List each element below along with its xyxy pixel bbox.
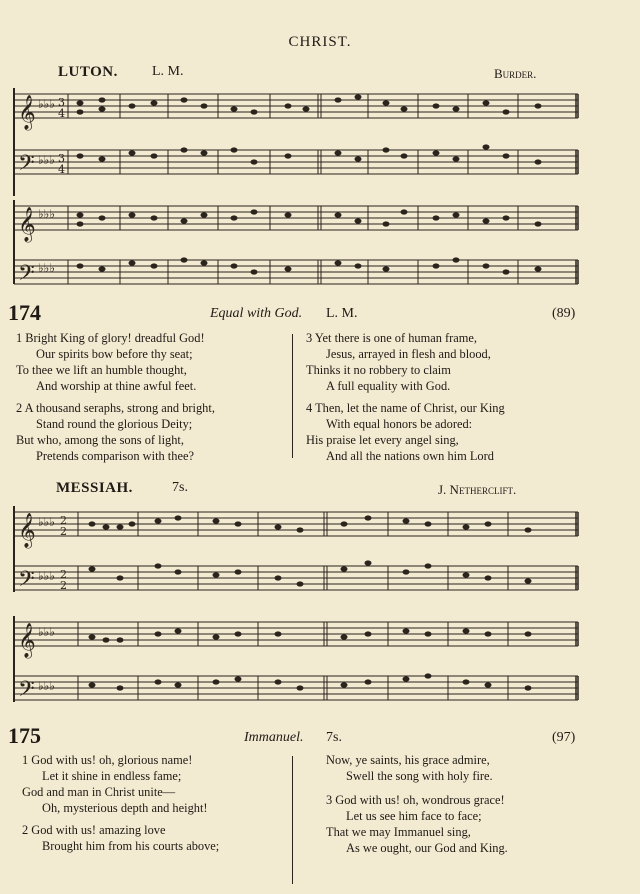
hymn175-verse-1 xyxy=(22,752,208,816)
running-head: CHRIST. xyxy=(288,34,352,50)
svg-text:𝄞: 𝄞 xyxy=(18,513,36,548)
verse-line: To thee we lift an humble thought, xyxy=(16,363,187,377)
hymn-title-174: Equal with God. xyxy=(210,306,303,321)
hymn-title-175: Immanuel. xyxy=(244,730,304,745)
music-score-luton xyxy=(8,84,582,294)
hymn175-verse-3 xyxy=(326,792,508,856)
hymn-ref-174: (89) xyxy=(552,306,576,321)
hymn175-verse-2-continued xyxy=(326,752,493,784)
hymn175-verse-2 xyxy=(22,822,219,854)
verse-line: Brought him from his courts above; xyxy=(42,839,220,853)
svg-text:♭♭♭: ♭♭♭ xyxy=(38,207,55,221)
svg-text:3: 3 xyxy=(58,152,65,165)
svg-text:♭♭♭: ♭♭♭ xyxy=(38,153,55,167)
hymn174-verse-3 xyxy=(306,330,491,394)
svg-text:3: 3 xyxy=(58,96,65,109)
svg-text:2: 2 xyxy=(60,579,67,592)
composer-burder: Burder. xyxy=(494,66,537,81)
hymn174-verse-1 xyxy=(16,330,205,394)
svg-text:2: 2 xyxy=(60,525,67,538)
svg-text:𝄢: 𝄢 xyxy=(18,677,35,707)
verse-line: 3 Yet there is one of human frame, xyxy=(306,331,478,345)
verse-line: Pretends comparison with thee? xyxy=(36,449,194,463)
verse-line: Oh, mysterious depth and height! xyxy=(42,801,208,815)
tune-name-messiah: MESSIAH. xyxy=(56,480,133,496)
svg-text:♭♭♭: ♭♭♭ xyxy=(38,569,55,583)
verse-line: But who, among the sons of light, xyxy=(16,433,184,447)
svg-text:𝄢: 𝄢 xyxy=(18,567,35,597)
svg-text:𝄞: 𝄞 xyxy=(18,623,36,658)
tune-meter-messiah: 7s. xyxy=(172,480,188,495)
svg-text:♭♭♭: ♭♭♭ xyxy=(38,97,55,111)
verse-line: A full equality with God. xyxy=(326,379,451,393)
tune-name-luton: LUTON. xyxy=(58,64,118,80)
verse-line: Swell the song with holy fire. xyxy=(346,769,493,783)
svg-text:𝄢: 𝄢 xyxy=(18,151,35,181)
verse-line: 1 Bright King of glory! dreadful God! xyxy=(16,331,205,345)
tune-meter-luton: L. M. xyxy=(152,64,184,79)
verse-line: 3 God with us! oh, wondrous grace! xyxy=(326,793,505,807)
verse-line: His praise let every angel sing, xyxy=(306,433,459,447)
verse-line: And all the nations own him Lord xyxy=(326,449,494,463)
verse-line: 2 God with us! amazing love xyxy=(22,823,166,837)
verse-line: That we may Immanuel sing, xyxy=(326,825,471,839)
hymn174-verse-4 xyxy=(306,400,505,464)
hymn174-verse-2 xyxy=(16,400,215,464)
verse-line: With equal honors be adored: xyxy=(326,417,473,431)
verse-line: Thinks it no robbery to claim xyxy=(306,363,451,377)
verse-line: Jesus, arrayed in flesh and blood, xyxy=(326,347,491,361)
composer-netherclift: J. Netherclift. xyxy=(438,482,517,497)
svg-text:4: 4 xyxy=(58,107,65,120)
svg-text:♭♭♭: ♭♭♭ xyxy=(38,261,55,275)
hymn-ref-175: (97) xyxy=(552,730,576,745)
svg-text:4: 4 xyxy=(58,163,65,176)
svg-text:♭♭♭: ♭♭♭ xyxy=(38,625,55,639)
hymn-number-175: 175 xyxy=(8,723,41,748)
verse-line: Now, ye saints, his grace admire, xyxy=(326,753,490,767)
column-divider xyxy=(292,334,293,458)
hymn-number-174: 174 xyxy=(8,300,41,325)
column-divider xyxy=(292,756,293,884)
svg-text:♭♭♭: ♭♭♭ xyxy=(38,515,55,529)
verse-line: Let it shine in endless fame; xyxy=(42,769,182,783)
verse-line: 1 God with us! oh, glorious name! xyxy=(22,753,193,767)
verse-line: Our spirits bow before thy seat; xyxy=(36,347,193,361)
verse-line: Stand round the glorious Deity; xyxy=(36,417,193,431)
verse-line: As we ought, our God and King. xyxy=(346,841,508,855)
svg-text:2: 2 xyxy=(60,568,67,581)
svg-text:𝄞: 𝄞 xyxy=(18,95,36,130)
svg-text:2: 2 xyxy=(60,514,67,527)
svg-text:𝄞: 𝄞 xyxy=(18,207,36,242)
music-score-messiah xyxy=(8,500,582,724)
hymn-meter-174: L. M. xyxy=(326,306,358,321)
svg-text:♭♭♭: ♭♭♭ xyxy=(38,679,55,693)
verse-line: And worship at thine awful feet. xyxy=(36,379,197,393)
verse-line: 4 Then, let the name of Christ, our King xyxy=(306,401,505,415)
hymn-meter-175: 7s. xyxy=(326,730,342,745)
svg-text:𝄢: 𝄢 xyxy=(18,261,35,291)
verse-line: Let us see him face to face; xyxy=(346,809,482,823)
verse-line: 2 A thousand seraphs, strong and bright, xyxy=(16,401,215,415)
verse-line: God and man in Christ unite— xyxy=(22,785,176,799)
